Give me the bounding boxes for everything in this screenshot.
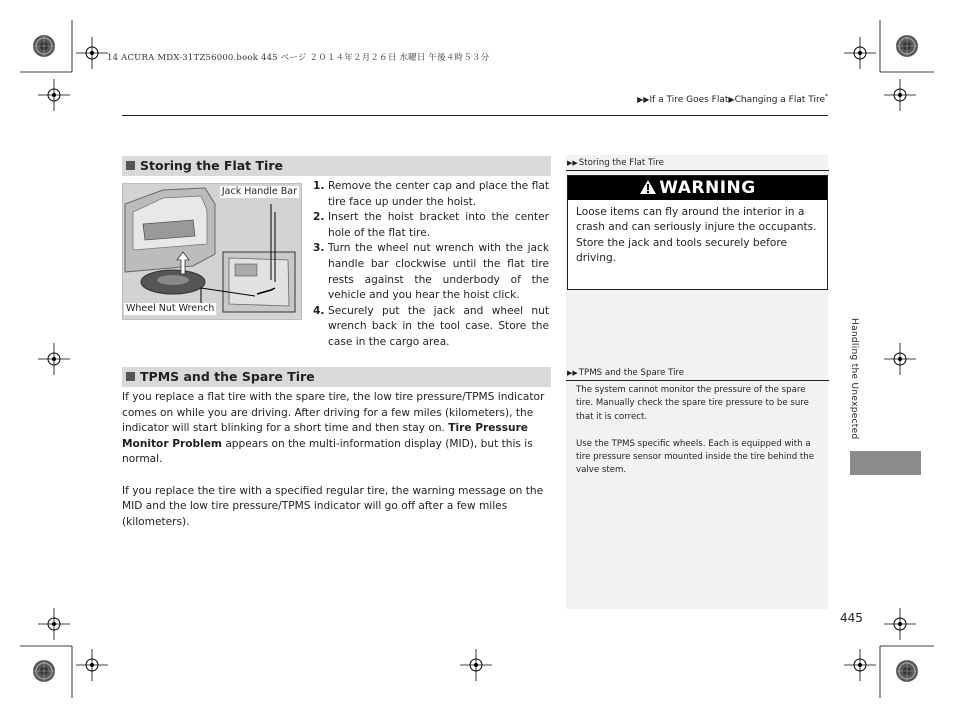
list-item [313,241,549,303]
step-number: 4. [313,304,325,317]
section-title: Storing the Flat Tire [140,158,283,173]
sidebar-note-storing-heading [566,156,829,171]
step-text: Turn the wheel nut wrench with the jack handle bar clockwise until the flat tire rests against the underbody of the vehicle and you hear the hoist click. [328,242,549,302]
breadcrumb-part1: If a Tire Goes Flat [649,95,729,105]
section-title: TPMS and the Spare Tire [140,369,315,384]
chapter-tab-label: Handling the Unexpected [849,318,859,440]
breadcrumb-arrow-icon: ▶▶ [637,95,650,104]
paragraph: Use the TPMS specific wheels. Each is equipped with a tire pressure sensor mounted inside the tire behind the valve stem. [576,438,814,476]
list-item [313,304,549,351]
steps-list [313,179,549,351]
double-arrow-icon: ▶▶ [567,369,578,377]
section-square-icon [126,372,135,381]
warning-triangle-icon [639,179,657,195]
print-line: 14 ACURA MDX-31TZ56000.book 445 ページ ２０１４年２月２６日 水曜日 午後４時５３分 [107,53,490,63]
warning-title: WARNING [659,178,756,198]
breadcrumb [637,93,828,105]
flat-tire-figure [122,183,302,320]
step-number: 3. [313,242,325,255]
wheel-nut-wrench-label: Wheel Nut Wrench [126,303,215,314]
warning-line: Store the jack and tools securely before driving. [576,236,788,264]
vehicle-cargo-illustration [123,184,301,319]
warning-title-bar [568,176,827,200]
page-number: 445 [840,611,863,625]
tpms-body-text [122,390,550,546]
list-item [313,210,549,241]
step-text: Remove the center cap and place the flat tire face up under the hoist. [328,180,549,208]
warning-text [568,200,827,271]
breadcrumb-part2: Changing a Flat Tire [734,95,825,105]
paragraph-bold: Tire Pressure Monitor Problem [122,422,528,450]
jack-handle-bar-label: Jack Handle Bar [221,186,297,197]
header-rule [122,115,828,116]
breadcrumb-mark: * [825,93,828,100]
list-item [313,179,549,210]
double-arrow-icon: ▶▶ [567,159,578,167]
step-number: 1. [313,180,325,192]
paragraph: The system cannot monitor the pressure of the spare tire. Manually check the spare tire pressure to be sure that it is correct. [576,385,809,422]
sidebar-note-title: Storing the Flat Tire [578,158,664,168]
section-header-tpms [122,367,551,387]
breadcrumb-arrow-icon: ▶ [728,95,735,104]
section-header-storing [122,156,551,176]
paragraph-text: If you replace a flat tire with the spare tire, the low tire pressure/TPMS indicator comes on while you are driving. After driving for a few miles (kilometers), the indicator will start blinking for a short time and then stay on. [122,391,545,435]
section-square-icon [126,161,135,170]
sidebar-note-tpms-heading [566,366,829,381]
step-number: 2. [313,211,325,224]
sidebar-note-title: TPMS and the Spare Tire [578,368,685,378]
warning-line: Loose items can fly around the interior in a crash and can seriously injure the occupants. [576,206,817,234]
sidebar-note-tpms-text [576,384,818,491]
warning-box [567,175,828,290]
chapter-tab [850,451,921,475]
paragraph-text: appears on the multi-information display (MID), but this is normal. [122,437,533,466]
paragraph: If you replace the tire with a specified regular tire, the warning message on the MID and the low tire pressure/TPMS indicator will go off after a few miles (kilometers). [122,484,544,528]
paragraph [122,390,550,468]
step-text: Insert the hoist bracket into the center hole of the flat tire. [328,211,549,239]
step-text: Securely put the jack and wheel nut wrench back in the tool case. Store the case in the cargo area. [328,304,549,348]
